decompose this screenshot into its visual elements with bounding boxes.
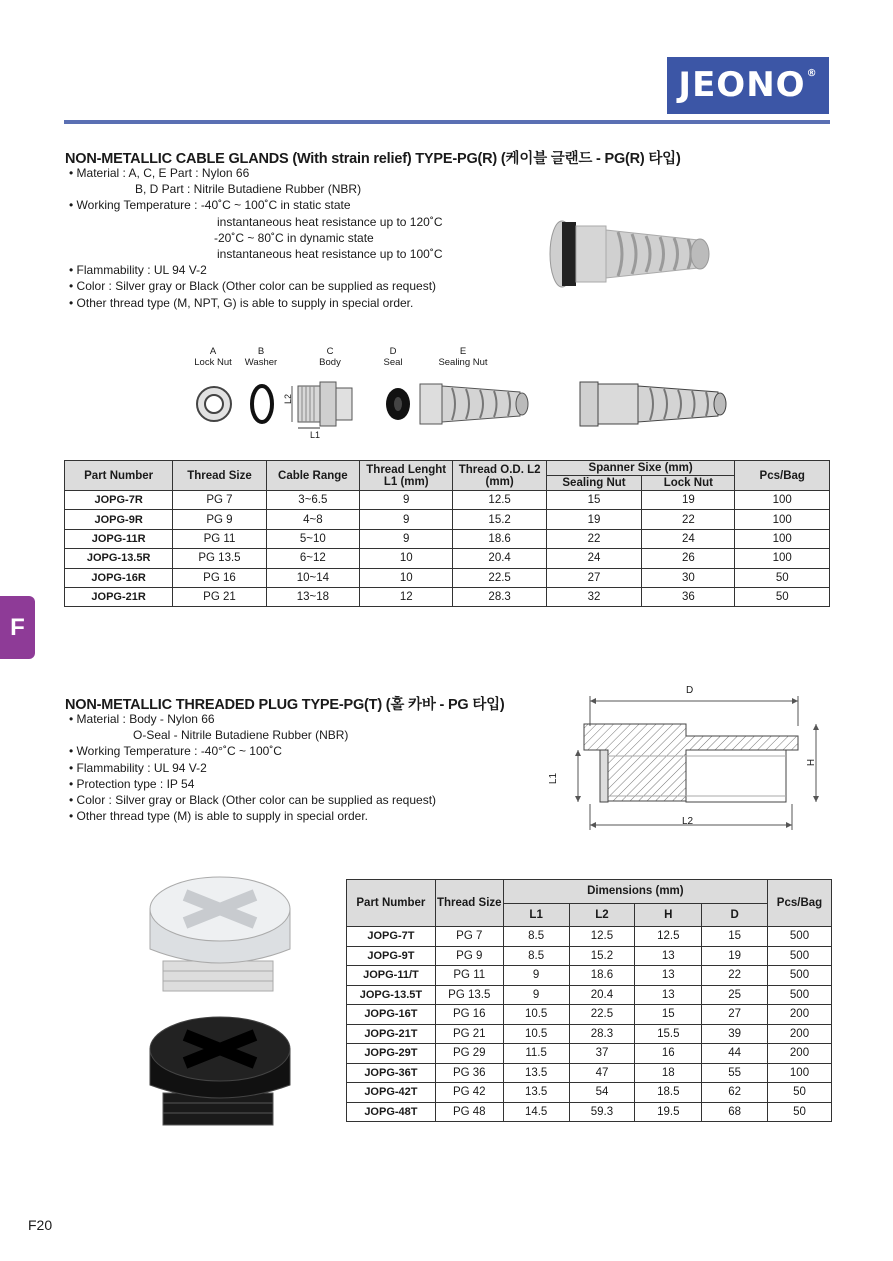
table-row <box>347 985 832 1005</box>
table-row <box>347 1005 832 1025</box>
table-row <box>65 510 830 529</box>
part-label-e: E Sealing Nut <box>438 346 488 368</box>
table-cell: 3~6.5 <box>266 491 359 510</box>
plug-technical-drawing <box>548 696 828 831</box>
col-thread-size: Thread Size <box>435 880 503 927</box>
col-pcs-bag: Pcs/Bag <box>735 461 830 491</box>
table-cell: 44 <box>702 1044 768 1064</box>
table-row <box>347 1083 832 1103</box>
table-row <box>65 491 830 510</box>
table-cell: 12.5 <box>569 927 635 947</box>
col-l1: L1 <box>503 903 569 927</box>
table-cell: 19 <box>642 491 735 510</box>
table-cell: 50 <box>735 568 830 587</box>
table-cell: 20.4 <box>453 549 546 568</box>
table-cell: 36 <box>642 587 735 606</box>
plugs-specs <box>69 711 436 824</box>
table-cell: JOPG-36T <box>347 1063 436 1083</box>
table-cell: 100 <box>735 529 830 548</box>
table-cell: 28.3 <box>569 1024 635 1044</box>
table-cell: 55 <box>702 1063 768 1083</box>
table-cell: 13 <box>635 966 702 986</box>
table-cell: 100 <box>735 549 830 568</box>
gray-plug-photo <box>145 873 295 1003</box>
col-dimensions: Dimensions (mm) <box>503 880 767 904</box>
section-tab: F <box>0 596 35 659</box>
table-row <box>347 946 832 966</box>
table-cell: 9 <box>503 985 569 1005</box>
col-sealing-nut: Sealing Nut <box>546 476 641 491</box>
table-cell: PG 13.5 <box>173 549 266 568</box>
table-cell: 24 <box>642 529 735 548</box>
table-cell: 50 <box>735 587 830 606</box>
table-cell: 27 <box>702 1005 768 1025</box>
table-cell: PG 11 <box>435 966 503 986</box>
table-cell: 24 <box>546 549 641 568</box>
plug-dim-d: D <box>686 685 694 696</box>
header-rule <box>64 120 830 124</box>
table-cell: 25 <box>702 985 768 1005</box>
table-cell: 18.6 <box>569 966 635 986</box>
col-thread-od: Thread O.D. L2 (mm) <box>453 461 546 491</box>
table-cell: 50 <box>768 1102 832 1122</box>
col-thread-size: Thread Size <box>173 461 266 491</box>
table-cell: 10 <box>360 568 453 587</box>
part-label-d: D Seal <box>383 346 403 368</box>
col-lock-nut: Lock Nut <box>642 476 735 491</box>
plugs-table-body <box>347 927 832 1122</box>
body-icon <box>292 382 352 428</box>
table-cell: JOPG-7T <box>347 927 436 947</box>
col-part-number: Part Number <box>65 461 173 491</box>
table-cell: 37 <box>569 1044 635 1064</box>
table-cell: PG 11 <box>173 529 266 548</box>
table-cell: 18 <box>635 1063 702 1083</box>
page-number: F20 <box>28 1217 53 1233</box>
table-cell: 59.3 <box>569 1102 635 1122</box>
spec-line: • Color : Silver gray or Black (Other color can be supplied as request) <box>69 279 437 294</box>
table-cell: 8.5 <box>503 946 569 966</box>
table-cell: 22 <box>546 529 641 548</box>
col-d: D <box>702 903 768 927</box>
plug-dim-l2: L2 <box>682 816 694 827</box>
table-cell: 13~18 <box>266 587 359 606</box>
table-cell: JOPG-11/T <box>347 966 436 986</box>
table-cell: 6~12 <box>266 549 359 568</box>
table-cell: 32 <box>546 587 641 606</box>
table-cell: 22 <box>642 510 735 529</box>
table-cell: 26 <box>642 549 735 568</box>
black-plug-photo <box>145 1013 295 1131</box>
table-cell: 100 <box>735 510 830 529</box>
col-pcs-bag: Pcs/Bag <box>768 880 832 927</box>
col-l2: L2 <box>569 903 635 927</box>
table-cell: PG 48 <box>435 1102 503 1122</box>
col-thread-length: Thread Lenght L1 (mm) <box>360 461 453 491</box>
table-cell: JOPG-42T <box>347 1083 436 1103</box>
spec-line: • Flammability : UL 94 V-2 <box>69 760 207 775</box>
table-cell: 18.6 <box>453 529 546 548</box>
table-cell: PG 21 <box>435 1024 503 1044</box>
table-cell: PG 36 <box>435 1063 503 1083</box>
spec-line: -20˚C ~ 80˚C in dynamic state <box>214 230 374 245</box>
table-cell: JOPG-48T <box>347 1102 436 1122</box>
table-cell: 14.5 <box>503 1102 569 1122</box>
table-cell: 18.5 <box>635 1083 702 1103</box>
table-cell: PG 16 <box>435 1005 503 1025</box>
glands-spec-table <box>64 460 830 607</box>
table-row <box>65 529 830 548</box>
spec-line: • Material : A, C, E Part : Nylon 66 <box>69 166 250 180</box>
glands-title: NON-METALLIC CABLE GLANDS (With strain relief) TYPE-PG(R) (케이블 글랜드 - PG(R) 타입) <box>65 151 681 167</box>
table-cell: PG 42 <box>435 1083 503 1103</box>
spec-line: O-Seal - Nitrile Butadiene Rubber (NBR) <box>133 728 349 743</box>
table-cell: 8.5 <box>503 927 569 947</box>
table-cell: 27 <box>546 568 641 587</box>
table-cell: JOPG-16T <box>347 1005 436 1025</box>
table-row <box>347 1102 832 1122</box>
table-cell: 10~14 <box>266 568 359 587</box>
glands-specs <box>69 165 442 311</box>
exploded-parts-drawing <box>190 374 750 440</box>
table-cell: 15.2 <box>453 510 546 529</box>
table-cell: 500 <box>768 927 832 947</box>
glands-table-body <box>65 491 830 607</box>
table-cell: JOPG-9R <box>65 510 173 529</box>
table-cell: 12 <box>360 587 453 606</box>
table-row <box>347 1063 832 1083</box>
table-cell: 13 <box>635 985 702 1005</box>
table-cell: 12.5 <box>635 927 702 947</box>
washer-icon <box>252 386 272 422</box>
table-row <box>65 549 830 568</box>
table-cell: JOPG-21T <box>347 1024 436 1044</box>
table-cell: 9 <box>360 491 453 510</box>
table-cell: PG 7 <box>435 927 503 947</box>
spec-line: instantaneous heat resistance up to 120˚C <box>217 214 443 229</box>
spec-line: • Other thread type (M, NPT, G) is able to supply in special order. <box>69 295 414 310</box>
table-cell: 200 <box>768 1044 832 1064</box>
table-cell: JOPG-16R <box>65 568 173 587</box>
table-cell: 15 <box>635 1005 702 1025</box>
table-cell: 10.5 <box>503 1024 569 1044</box>
plug-dim-l1: L1 <box>548 772 560 785</box>
table-cell: 11.5 <box>503 1044 569 1064</box>
table-cell: 15 <box>546 491 641 510</box>
table-cell: JOPG-21R <box>65 587 173 606</box>
table-cell: PG 21 <box>173 587 266 606</box>
table-cell: 19 <box>702 946 768 966</box>
col-spanner-size: Spanner Sixe (mm) <box>546 461 735 476</box>
table-cell: 15 <box>702 927 768 947</box>
table-cell: 9 <box>503 966 569 986</box>
table-row <box>347 1044 832 1064</box>
table-cell: 4~8 <box>266 510 359 529</box>
table-cell: 100 <box>735 491 830 510</box>
table-cell: 13.5 <box>503 1063 569 1083</box>
table-cell: 68 <box>702 1102 768 1122</box>
registered-mark: ® <box>806 68 818 79</box>
table-cell: 9 <box>360 510 453 529</box>
table-row <box>347 1024 832 1044</box>
table-cell: 47 <box>569 1063 635 1083</box>
table-cell: 500 <box>768 985 832 1005</box>
table-cell: JOPG-9T <box>347 946 436 966</box>
table-cell: 15.5 <box>635 1024 702 1044</box>
sealing-nut-icon <box>420 384 528 424</box>
table-row <box>347 966 832 986</box>
table-cell: 19 <box>546 510 641 529</box>
table-cell: 19.5 <box>635 1102 702 1122</box>
spec-line: • Flammability : UL 94 V-2 <box>69 263 207 278</box>
plugs-title: NON-METALLIC THREADED PLUG TYPE-PG(T) (홀 카바 - PG 타입) <box>65 697 505 713</box>
plug-dim-h: H <box>804 758 816 767</box>
table-cell: 22.5 <box>569 1005 635 1025</box>
table-cell: JOPG-29T <box>347 1044 436 1064</box>
table-cell: 9 <box>360 529 453 548</box>
table-cell: 30 <box>642 568 735 587</box>
table-row <box>347 927 832 947</box>
table-cell: 500 <box>768 966 832 986</box>
table-cell: 22.5 <box>453 568 546 587</box>
table-cell: 50 <box>768 1083 832 1103</box>
table-cell: 200 <box>768 1024 832 1044</box>
spec-line: instantaneous heat resistance up to 100˚C <box>217 246 443 261</box>
col-part-number: Part Number <box>347 880 436 927</box>
part-label-b: B Washer <box>244 346 278 368</box>
spec-line: • Working Temperature : -40˚C ~ 100˚C in static state <box>69 198 351 213</box>
table-cell: 22 <box>702 966 768 986</box>
table-cell: 54 <box>569 1083 635 1103</box>
table-row <box>65 587 830 606</box>
table-cell: JOPG-11R <box>65 529 173 548</box>
plugs-spec-table <box>346 879 832 1122</box>
logo-text: JEONO <box>678 65 806 105</box>
spec-line: • Color : Silver gray or Black (Other color can be supplied as request) <box>69 792 437 807</box>
table-cell: 10.5 <box>503 1005 569 1025</box>
table-cell: 15.2 <box>569 946 635 966</box>
cable-gland-photo <box>548 218 718 290</box>
dim-l1-label: L1 <box>310 430 321 440</box>
table-cell: 5~10 <box>266 529 359 548</box>
table-cell: PG 7 <box>173 491 266 510</box>
table-cell: 20.4 <box>569 985 635 1005</box>
spec-line: B, D Part : Nitrile Butadiene Rubber (NBR) <box>135 182 362 197</box>
table-cell: JOPG-7R <box>65 491 173 510</box>
table-cell: PG 29 <box>435 1044 503 1064</box>
table-cell: 13.5 <box>503 1083 569 1103</box>
table-row <box>65 568 830 587</box>
table-cell: 13 <box>635 946 702 966</box>
assembled-gland-icon <box>580 382 726 426</box>
table-cell: 200 <box>768 1005 832 1025</box>
table-cell: 100 <box>768 1063 832 1083</box>
table-cell: JOPG-13.5T <box>347 985 436 1005</box>
spec-line: • Protection type : IP 54 <box>69 776 195 791</box>
table-cell: PG 13.5 <box>435 985 503 1005</box>
table-cell: PG 9 <box>435 946 503 966</box>
spec-line: • Working Temperature : -40°˚C ~ 100˚C <box>69 744 282 759</box>
dim-l2-label: L2 <box>283 393 294 405</box>
table-cell: 62 <box>702 1083 768 1103</box>
spec-line: • Material : Body - Nylon 66 <box>69 712 215 726</box>
table-cell: 500 <box>768 946 832 966</box>
spec-line: • Other thread type (M) is able to supply in special order. <box>69 809 369 824</box>
table-cell: 10 <box>360 549 453 568</box>
table-cell: PG 9 <box>173 510 266 529</box>
table-cell: 12.5 <box>453 491 546 510</box>
col-cable-range: Cable Range <box>266 461 359 491</box>
table-cell: PG 16 <box>173 568 266 587</box>
part-label-a: A Lock Nut <box>194 346 232 368</box>
part-label-c: C Body <box>319 346 341 368</box>
table-cell: 39 <box>702 1024 768 1044</box>
col-h: H <box>635 903 702 927</box>
table-cell: JOPG-13.5R <box>65 549 173 568</box>
brand-logo <box>667 57 829 114</box>
table-cell: 28.3 <box>453 587 546 606</box>
table-cell: 16 <box>635 1044 702 1064</box>
